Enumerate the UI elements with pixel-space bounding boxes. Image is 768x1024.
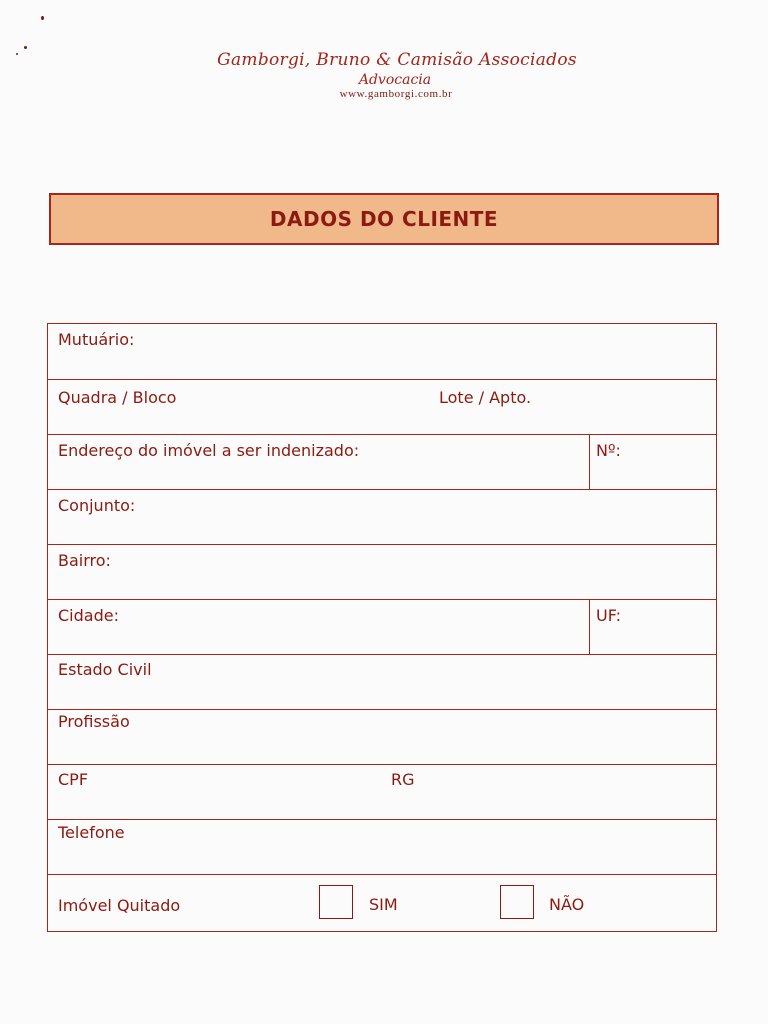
imovel-quitado-label: Imóvel Quitado <box>58 896 181 915</box>
letterhead <box>0 50 768 100</box>
section-title: DADOS DO CLIENTE <box>269 207 499 231</box>
column-divider <box>589 600 590 654</box>
section-banner <box>49 193 719 245</box>
telefone-label: Telefone <box>58 823 125 842</box>
column-divider <box>589 435 590 489</box>
row-bairro[interactable] <box>48 545 716 600</box>
rg-label: RG <box>391 770 415 789</box>
quadra-bloco-label: Quadra / Bloco <box>58 388 177 407</box>
cidade-label: Cidade: <box>58 606 119 625</box>
row-conjunto[interactable] <box>48 490 716 545</box>
scan-speck <box>24 46 27 49</box>
sim-label: SIM <box>369 895 398 914</box>
sim-checkbox[interactable] <box>319 885 353 919</box>
numero-label: Nº: <box>596 441 621 460</box>
uf-label: UF: <box>596 606 622 625</box>
lote-apto-label: Lote / Apto. <box>439 388 532 407</box>
row-quadra-lote[interactable] <box>48 380 716 435</box>
conjunto-label: Conjunto: <box>58 496 136 515</box>
row-imovel-quitado <box>48 875 716 932</box>
firm-website: www.gamborgi.com.br <box>339 88 453 100</box>
nao-checkbox[interactable] <box>500 885 534 919</box>
nao-label: NÃO <box>549 895 585 914</box>
bairro-label: Bairro: <box>58 551 111 570</box>
endereco-label: Endereço do imóvel a ser indenizado: <box>58 441 360 460</box>
row-telefone[interactable] <box>48 820 716 875</box>
row-profissao[interactable] <box>48 710 716 765</box>
client-data-form <box>47 323 717 932</box>
estado-civil-label: Estado Civil <box>58 660 152 679</box>
firm-name: Gamborgi, Bruno & Camisão Associados <box>217 50 577 70</box>
profissao-label: Profissão <box>58 712 130 731</box>
row-cpf-rg[interactable] <box>48 765 716 820</box>
row-endereco[interactable] <box>48 435 716 490</box>
scan-speck <box>41 16 44 20</box>
row-cidade[interactable] <box>48 600 716 655</box>
cpf-label: CPF <box>58 770 89 789</box>
row-estado-civil[interactable] <box>48 655 716 710</box>
row-mutuario[interactable] <box>48 324 716 380</box>
mutuario-label: Mutuário: <box>58 330 135 349</box>
firm-subtitle: Advocacia <box>358 72 432 88</box>
